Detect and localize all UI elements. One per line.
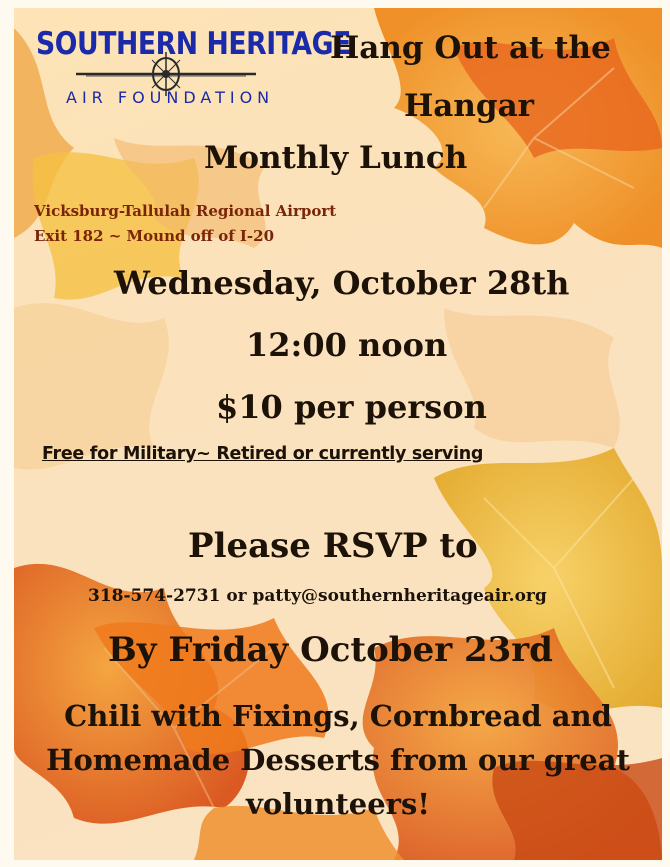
menu-line-3: volunteers! xyxy=(245,787,430,821)
title-line-1: Hang Out at the xyxy=(330,30,611,66)
venue-name: Vicksburg-Tallulah Regional Airport xyxy=(34,202,337,220)
menu-line-1: Chili with Fixings, Cornbread and xyxy=(64,699,612,733)
logo-subtitle: AIR FOUNDATION xyxy=(66,88,275,107)
event-date: Wednesday, October 28th xyxy=(114,264,570,302)
logo-wordmark: SOUTHERN HERITAGE xyxy=(36,26,351,62)
event-flyer xyxy=(14,8,662,860)
event-subtitle: Monthly Lunch xyxy=(204,140,468,176)
event-price: $10 per person xyxy=(216,388,487,426)
rsvp-deadline: By Friday October 23rd xyxy=(108,630,553,670)
title-line-2: Hangar xyxy=(404,88,535,124)
rsvp-contact: 318-574-2731 or patty@southernheritageair.org xyxy=(88,586,547,606)
menu-line-2: Homemade Desserts from our great xyxy=(46,743,630,777)
foundation-logo xyxy=(36,26,351,122)
event-time: 12:00 noon xyxy=(246,326,448,364)
venue-directions: Exit 182 ~ Mound off of I-20 xyxy=(34,227,275,245)
rsvp-heading: Please RSVP to xyxy=(188,526,478,566)
military-free-note: Free for Military~ Retired or currently serving xyxy=(42,444,484,464)
